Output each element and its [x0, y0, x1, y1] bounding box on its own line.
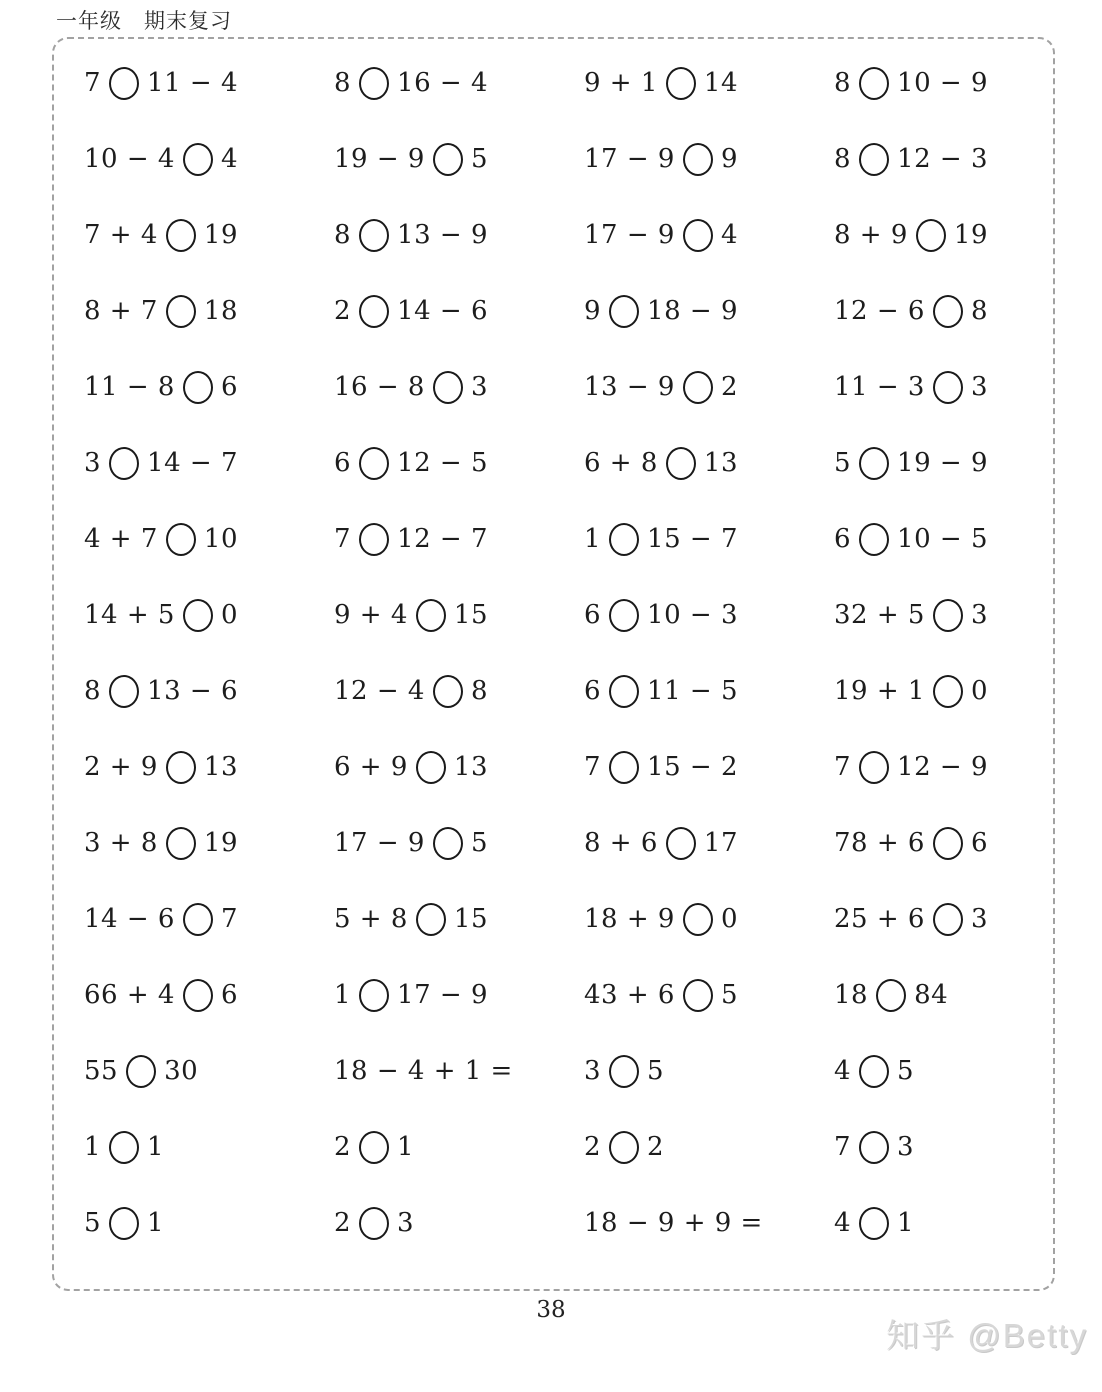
- left-expression: 7: [334, 524, 352, 554]
- problem-cell-r16-c1: [84, 1185, 334, 1261]
- left-expression: 2 + 9: [84, 752, 158, 782]
- problem-cell-r16-c3: [584, 1185, 834, 1261]
- left-expression: 1: [84, 1132, 102, 1162]
- comparison-blank-circle: [166, 827, 196, 860]
- left-expression: 17 − 9: [584, 144, 675, 174]
- comparison-blank-circle: [683, 371, 713, 404]
- problem-cell-r11-c3: [584, 805, 834, 881]
- comparison-blank-circle: [683, 143, 713, 176]
- right-expression: 2: [720, 372, 738, 402]
- comparison-blank-circle: [933, 675, 963, 708]
- problem-cell-r7-c1: [84, 501, 334, 577]
- left-expression: 7 + 4: [84, 220, 158, 250]
- problem-cell-r10-c3: [584, 729, 834, 805]
- problem-cell-r12-c3: [584, 881, 834, 957]
- comparison-blank-circle: [933, 295, 963, 328]
- comparison-blank-circle: [416, 751, 446, 784]
- comparison-blank-circle: [416, 903, 446, 936]
- problem-cell-r5-c1: [84, 349, 334, 425]
- problems-grid: [54, 39, 1053, 1261]
- right-expression: 4: [720, 220, 738, 250]
- right-expression: 5: [470, 144, 488, 174]
- problem-cell-r8-c1: [84, 577, 334, 653]
- comparison-blank-circle: [933, 827, 963, 860]
- left-expression: 2: [334, 1208, 352, 1238]
- left-expression: 14 + 5: [84, 600, 175, 630]
- problem-cell-r5-c4: [834, 349, 1053, 425]
- problem-cell-r1-c2: [334, 45, 584, 121]
- right-expression: 0: [220, 600, 238, 630]
- comparison-blank-circle: [916, 219, 946, 252]
- problem-cell-r15-c1: [84, 1109, 334, 1185]
- problem-cell-r5-c2: [334, 349, 584, 425]
- right-expression: 30: [164, 1056, 199, 1086]
- left-expression: 6: [584, 676, 602, 706]
- problem-cell-r7-c4: [834, 501, 1053, 577]
- right-expression: 13 − 6: [147, 676, 238, 706]
- left-expression: 3: [584, 1056, 602, 1086]
- comparison-blank-circle: [126, 1055, 156, 1088]
- left-expression: 1: [584, 524, 602, 554]
- left-expression: 5: [834, 448, 852, 478]
- right-expression: 13: [703, 448, 738, 478]
- problem-cell-r5-c3: [584, 349, 834, 425]
- left-expression: 8: [334, 220, 352, 250]
- comparison-blank-circle: [609, 1055, 639, 1088]
- problem-cell-r3-c4: [834, 197, 1053, 273]
- left-expression: 8 + 7: [84, 296, 158, 326]
- left-expression: 4 + 7: [84, 524, 158, 554]
- left-expression: 12 − 4: [334, 676, 425, 706]
- left-expression: 8: [834, 68, 852, 98]
- comparison-blank-circle: [166, 219, 196, 252]
- equation-text: 18 − 4 + 1 =: [334, 1056, 513, 1086]
- comparison-blank-circle: [609, 675, 639, 708]
- left-expression: 3: [84, 448, 102, 478]
- comparison-blank-circle: [416, 599, 446, 632]
- comparison-blank-circle: [109, 675, 139, 708]
- problem-cell-r12-c2: [334, 881, 584, 957]
- comparison-blank-circle: [933, 371, 963, 404]
- comparison-blank-circle: [859, 143, 889, 176]
- comparison-blank-circle: [609, 599, 639, 632]
- left-expression: 17 − 9: [584, 220, 675, 250]
- left-expression: 13 − 9: [584, 372, 675, 402]
- left-expression: 8 + 9: [834, 220, 908, 250]
- right-expression: 12 − 3: [897, 144, 988, 174]
- right-expression: 19: [953, 220, 988, 250]
- right-expression: 12 − 9: [897, 752, 988, 782]
- problem-cell-r16-c4: [834, 1185, 1053, 1261]
- right-expression: 11 − 4: [147, 68, 238, 98]
- watermark: 知乎 @Betty: [886, 1317, 1088, 1354]
- left-expression: 9 + 4: [334, 600, 408, 630]
- left-expression: 6: [584, 600, 602, 630]
- right-expression: 4: [220, 144, 238, 174]
- comparison-blank-circle: [666, 67, 696, 100]
- right-expression: 15 − 7: [647, 524, 738, 554]
- right-expression: 15: [453, 904, 488, 934]
- right-expression: 6: [220, 980, 238, 1010]
- comparison-blank-circle: [183, 903, 213, 936]
- problem-cell-r6-c1: [84, 425, 334, 501]
- problem-cell-r8-c3: [584, 577, 834, 653]
- right-expression: 14 − 6: [397, 296, 488, 326]
- comparison-blank-circle: [666, 447, 696, 480]
- comparison-blank-circle: [166, 523, 196, 556]
- right-expression: 17 − 9: [397, 980, 488, 1010]
- comparison-blank-circle: [609, 751, 639, 784]
- right-expression: 3: [470, 372, 488, 402]
- comparison-blank-circle: [859, 1055, 889, 1088]
- problem-cell-r2-c1: [84, 121, 334, 197]
- problem-cell-r10-c1: [84, 729, 334, 805]
- problem-cell-r16-c2: [334, 1185, 584, 1261]
- left-expression: 16 − 8: [334, 372, 425, 402]
- problem-cell-r2-c4: [834, 121, 1053, 197]
- comparison-blank-circle: [933, 599, 963, 632]
- comparison-blank-circle: [859, 523, 889, 556]
- right-expression: 1: [397, 1132, 415, 1162]
- right-expression: 0: [720, 904, 738, 934]
- problem-cell-r11-c4: [834, 805, 1053, 881]
- problem-cell-r11-c1: [84, 805, 334, 881]
- right-expression: 84: [914, 980, 949, 1010]
- left-expression: 8: [834, 144, 852, 174]
- right-expression: 14: [703, 68, 738, 98]
- comparison-blank-circle: [433, 675, 463, 708]
- left-expression: 9: [584, 296, 602, 326]
- right-expression: 8: [470, 676, 488, 706]
- comparison-blank-circle: [359, 1207, 389, 1240]
- left-expression: 2: [584, 1132, 602, 1162]
- comparison-blank-circle: [109, 1131, 139, 1164]
- right-expression: 10: [203, 524, 238, 554]
- problem-cell-r14-c1: [84, 1033, 334, 1109]
- left-expression: 18: [834, 980, 869, 1010]
- left-expression: 5: [84, 1208, 102, 1238]
- comparison-blank-circle: [609, 523, 639, 556]
- comparison-blank-circle: [859, 447, 889, 480]
- right-expression: 14 − 7: [147, 448, 238, 478]
- problem-cell-r7-c3: [584, 501, 834, 577]
- problem-cell-r1-c3: [584, 45, 834, 121]
- problems-box: [52, 37, 1055, 1291]
- comparison-blank-circle: [166, 751, 196, 784]
- problem-cell-r14-c3: [584, 1033, 834, 1109]
- comparison-blank-circle: [609, 1131, 639, 1164]
- right-expression: 3: [970, 372, 988, 402]
- comparison-blank-circle: [683, 979, 713, 1012]
- right-expression: 9: [720, 144, 738, 174]
- left-expression: 6 + 8: [584, 448, 658, 478]
- left-expression: 66 + 4: [84, 980, 175, 1010]
- problem-cell-r15-c4: [834, 1109, 1053, 1185]
- left-expression: 2: [334, 296, 352, 326]
- comparison-blank-circle: [183, 979, 213, 1012]
- comparison-blank-circle: [609, 295, 639, 328]
- left-expression: 1: [334, 980, 352, 1010]
- comparison-blank-circle: [433, 371, 463, 404]
- right-expression: 5: [720, 980, 738, 1010]
- right-expression: 5: [647, 1056, 665, 1086]
- problem-cell-r4-c1: [84, 273, 334, 349]
- right-expression: 3: [970, 904, 988, 934]
- right-expression: 6: [970, 828, 988, 858]
- problem-cell-r8-c2: [334, 577, 584, 653]
- comparison-blank-circle: [183, 143, 213, 176]
- right-expression: 13 − 9: [397, 220, 488, 250]
- comparison-blank-circle: [859, 67, 889, 100]
- comparison-blank-circle: [859, 1131, 889, 1164]
- problem-cell-r15-c3: [584, 1109, 834, 1185]
- right-expression: 6: [220, 372, 238, 402]
- right-expression: 19: [203, 220, 238, 250]
- left-expression: 12 − 6: [834, 296, 925, 326]
- left-expression: 8: [84, 676, 102, 706]
- problem-cell-r9-c4: [834, 653, 1053, 729]
- problem-cell-r2-c3: [584, 121, 834, 197]
- problem-cell-r6-c2: [334, 425, 584, 501]
- comparison-blank-circle: [933, 903, 963, 936]
- right-expression: 1: [147, 1208, 165, 1238]
- left-expression: 5 + 8: [334, 904, 408, 934]
- right-expression: 18 − 9: [647, 296, 738, 326]
- left-expression: 7: [834, 752, 852, 782]
- right-expression: 13: [453, 752, 488, 782]
- comparison-blank-circle: [183, 599, 213, 632]
- comparison-blank-circle: [359, 1131, 389, 1164]
- right-expression: 3: [970, 600, 988, 630]
- comparison-blank-circle: [166, 295, 196, 328]
- problem-cell-r1-c1: [84, 45, 334, 121]
- comparison-blank-circle: [859, 1207, 889, 1240]
- comparison-blank-circle: [109, 1207, 139, 1240]
- problem-cell-r10-c2: [334, 729, 584, 805]
- problem-cell-r4-c3: [584, 273, 834, 349]
- problem-cell-r1-c4: [834, 45, 1053, 121]
- right-expression: 10 − 9: [897, 68, 988, 98]
- left-expression: 9 + 1: [584, 68, 658, 98]
- equation-text: 18 − 9 + 9 =: [584, 1208, 763, 1238]
- problem-cell-r11-c2: [334, 805, 584, 881]
- problem-cell-r12-c1: [84, 881, 334, 957]
- left-expression: 32 + 5: [834, 600, 925, 630]
- right-expression: 0: [970, 676, 988, 706]
- left-expression: 6 + 9: [334, 752, 408, 782]
- comparison-blank-circle: [109, 447, 139, 480]
- comparison-blank-circle: [109, 67, 139, 100]
- right-expression: 10 − 3: [647, 600, 738, 630]
- comparison-blank-circle: [683, 219, 713, 252]
- left-expression: 6: [334, 448, 352, 478]
- problem-cell-r2-c2: [334, 121, 584, 197]
- right-expression: 3: [897, 1132, 915, 1162]
- left-expression: 4: [834, 1056, 852, 1086]
- left-expression: 43 + 6: [584, 980, 675, 1010]
- problem-cell-r14-c4: [834, 1033, 1053, 1109]
- left-expression: 25 + 6: [834, 904, 925, 934]
- left-expression: 19 − 9: [334, 144, 425, 174]
- left-expression: 6: [834, 524, 852, 554]
- right-expression: 18: [203, 296, 238, 326]
- right-expression: 12 − 7: [397, 524, 488, 554]
- problem-cell-r10-c4: [834, 729, 1053, 805]
- right-expression: 2: [647, 1132, 665, 1162]
- left-expression: 18 + 9: [584, 904, 675, 934]
- left-expression: 14 − 6: [84, 904, 175, 934]
- right-expression: 19: [203, 828, 238, 858]
- comparison-blank-circle: [359, 447, 389, 480]
- comparison-blank-circle: [433, 143, 463, 176]
- comparison-blank-circle: [359, 67, 389, 100]
- problem-cell-r9-c3: [584, 653, 834, 729]
- problem-cell-r15-c2: [334, 1109, 584, 1185]
- problem-cell-r6-c3: [584, 425, 834, 501]
- left-expression: 3 + 8: [84, 828, 158, 858]
- right-expression: 7: [220, 904, 238, 934]
- problem-cell-r7-c2: [334, 501, 584, 577]
- left-expression: 78 + 6: [834, 828, 925, 858]
- problem-cell-r4-c4: [834, 273, 1053, 349]
- left-expression: 7: [584, 752, 602, 782]
- right-expression: 1: [897, 1208, 915, 1238]
- right-expression: 5: [897, 1056, 915, 1086]
- problem-cell-r3-c3: [584, 197, 834, 273]
- problem-cell-r13-c2: [334, 957, 584, 1033]
- problem-cell-r13-c3: [584, 957, 834, 1033]
- problem-cell-r9-c2: [334, 653, 584, 729]
- comparison-blank-circle: [359, 979, 389, 1012]
- right-expression: 15 − 2: [647, 752, 738, 782]
- problem-cell-r3-c2: [334, 197, 584, 273]
- problem-cell-r13-c4: [834, 957, 1053, 1033]
- left-expression: 8 + 6: [584, 828, 658, 858]
- problem-cell-r3-c1: [84, 197, 334, 273]
- right-expression: 12 − 5: [397, 448, 488, 478]
- left-expression: 10 − 4: [84, 144, 175, 174]
- right-expression: 13: [203, 752, 238, 782]
- comparison-blank-circle: [433, 827, 463, 860]
- comparison-blank-circle: [359, 523, 389, 556]
- right-expression: 19 − 9: [897, 448, 988, 478]
- left-expression: 8: [334, 68, 352, 98]
- right-expression: 11 − 5: [647, 676, 738, 706]
- right-expression: 10 − 5: [897, 524, 988, 554]
- comparison-blank-circle: [876, 979, 906, 1012]
- left-expression: 19 + 1: [834, 676, 925, 706]
- comparison-blank-circle: [666, 827, 696, 860]
- left-expression: 55: [84, 1056, 119, 1086]
- right-expression: 3: [397, 1208, 415, 1238]
- problem-cell-r6-c4: [834, 425, 1053, 501]
- right-expression: 8: [970, 296, 988, 326]
- right-expression: 16 − 4: [397, 68, 488, 98]
- left-expression: 2: [334, 1132, 352, 1162]
- problem-cell-r9-c1: [84, 653, 334, 729]
- right-expression: 5: [470, 828, 488, 858]
- comparison-blank-circle: [359, 295, 389, 328]
- right-expression: 17: [703, 828, 738, 858]
- left-expression: 7: [84, 68, 102, 98]
- problem-cell-r8-c4: [834, 577, 1053, 653]
- right-expression: 1: [147, 1132, 165, 1162]
- left-expression: 17 − 9: [334, 828, 425, 858]
- problem-cell-r4-c2: [334, 273, 584, 349]
- problem-cell-r13-c1: [84, 957, 334, 1033]
- comparison-blank-circle: [859, 751, 889, 784]
- right-expression: 15: [453, 600, 488, 630]
- page-number: 38: [536, 1297, 566, 1323]
- left-expression: 11 − 3: [834, 372, 925, 402]
- page-title: 一年级 期末复习: [56, 9, 232, 33]
- comparison-blank-circle: [183, 371, 213, 404]
- left-expression: 11 − 8: [84, 372, 175, 402]
- problem-cell-r14-c2: [334, 1033, 584, 1109]
- problem-cell-r12-c4: [834, 881, 1053, 957]
- left-expression: 4: [834, 1208, 852, 1238]
- comparison-blank-circle: [359, 219, 389, 252]
- left-expression: 7: [834, 1132, 852, 1162]
- comparison-blank-circle: [683, 903, 713, 936]
